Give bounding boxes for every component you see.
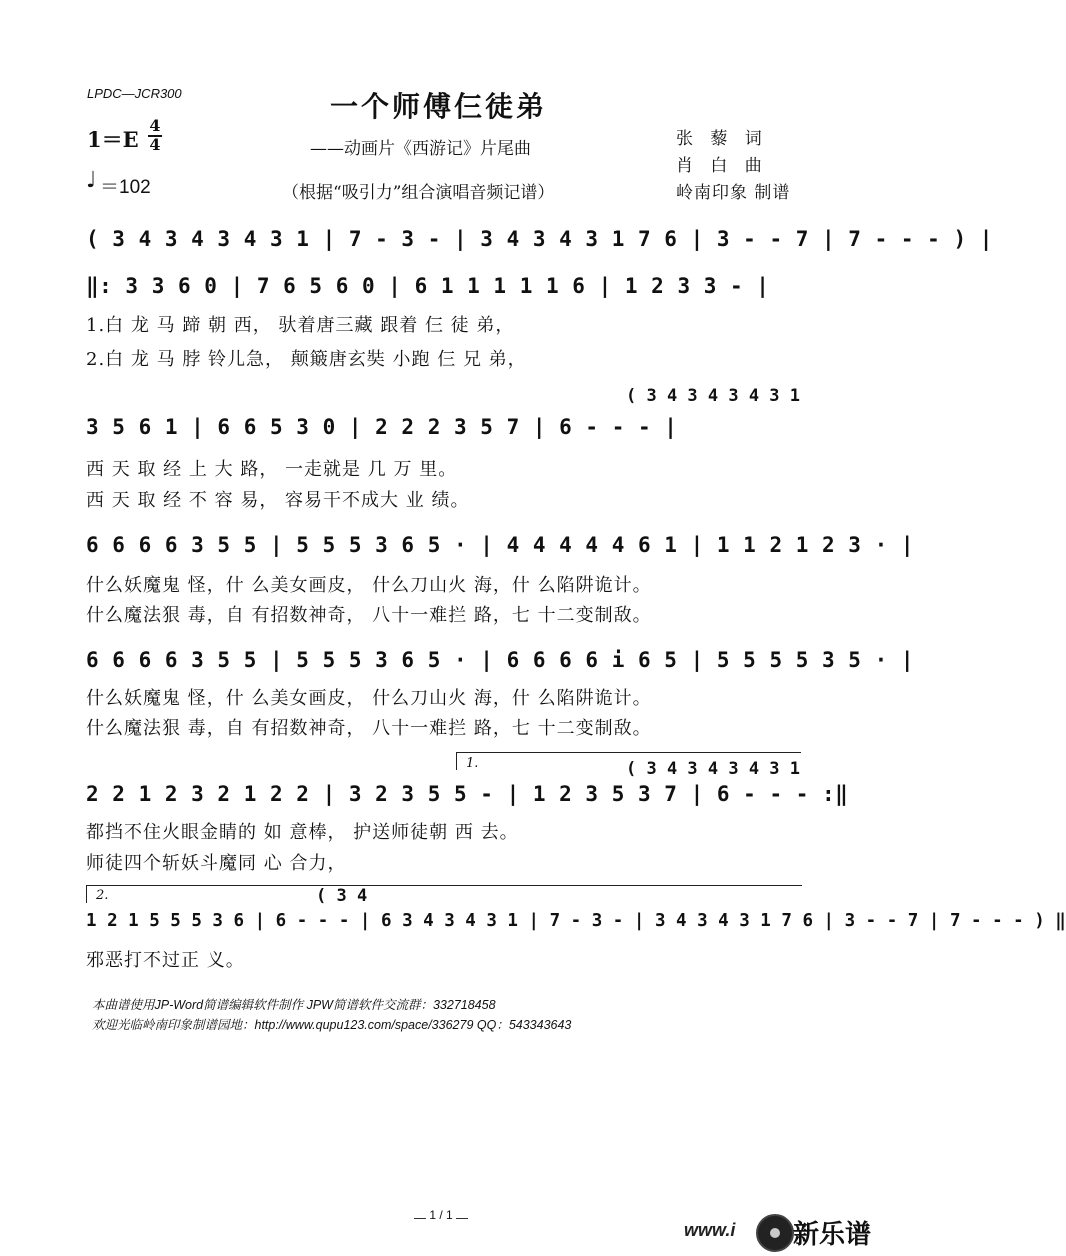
lyric-line-4-verse-2: 什么魔法狠 毒，自 有招数神奇， 八十一难拦 路，七 十二变制敌。 — [86, 718, 652, 739]
lyric-line-5-verse-1: 都挡不住火眼金睛的 如 意棒， 护送师徒朝 西 去。 — [86, 822, 519, 843]
page-number-text: 1 / 1 — [429, 1208, 453, 1222]
watermark-url: www.i — [684, 1220, 736, 1240]
fill-line-5: ( 3 4 3 4 3 4 3 1 — [626, 759, 800, 779]
volta-1-bracket-start — [456, 752, 457, 770]
quarter-note-icon: ♩ — [86, 168, 97, 193]
credit-composer: 肖 白 曲 — [676, 156, 768, 176]
footer-website-note: 欢迎光临岭南印象制谱园地：http://www.qupu123.com/space/336279 QQ：543343643 — [92, 1018, 572, 1032]
lyric-line-2-verse-1: 西 天 取 经 上 大 路， 一走就是 几 万 里。 — [86, 459, 458, 480]
credit-arranger: 岭南印象 制谱 — [676, 183, 791, 203]
watermark-brand: 新乐谱 — [793, 1219, 872, 1249]
notation-line-2: 3 5 6 1 | 6 6 5 3 0 | 2 2 2 3 5 7 | 6 - - - | — [86, 415, 678, 439]
lyric-line-5-verse-2: 师徒四个斩妖斗魔同 心 合力， — [86, 853, 347, 874]
time-signature-top: 4 — [149, 116, 161, 135]
lyric-line-4-verse-1: 什么妖魔鬼 怪，什 么美女画皮， 什么刀山火 海，什 么陷阱诡计。 — [86, 688, 652, 709]
time-signature — [148, 118, 162, 153]
lyric-line-3-verse-1: 什么妖魔鬼 怪，什 么美女画皮， 什么刀山火 海，什 么陷阱诡计。 — [86, 575, 652, 596]
volta-1-label: 1. — [466, 756, 479, 771]
volta-2-bracket-start — [86, 885, 87, 903]
notation-line-6: 1 2 1 5 5 5 3 6 | 6 - - - | 6 3 4 3 4 3 1 | 7 - 3 - | 3 4 3 4 3 1 7 6 | 3 - - 7 | 7 - - - ) ‖ — [86, 911, 1066, 931]
vinyl-record-icon — [756, 1214, 794, 1252]
lyric-line-1-verse-1: 1.白 龙 马 蹄 朝 西， 驮着唐三藏 跟着 仨 徒 弟， — [86, 315, 515, 336]
notation-line-3: 6 6 6 6 3 5 5 | 5 5 5 3 6 5 · | 4 4 4 4 4 6 1 | 1 1 2 1 2 3 · | — [86, 533, 915, 557]
page-number — [414, 1208, 468, 1222]
volta-1-bracket — [456, 752, 801, 753]
lyric-line-6-verse-1: 邪恶打不过正 义。 — [86, 950, 245, 971]
subtitle: ——动画片《西游记》片尾曲 — [310, 139, 531, 159]
time-signature-bottom: 4 — [149, 135, 161, 154]
notation-line-4: 6 6 6 6 3 5 5 | 5 5 5 3 6 5 · | 6 6 6 6 i 6 5 | 5 5 5 5 3 5 · | — [86, 648, 915, 672]
fill-line-6: ( 3 4 — [316, 886, 368, 906]
key-signature: 1＝E — [87, 127, 139, 152]
intro-line: ( 3 4 3 4 3 4 3 1 | 7 - 3 - | 3 4 3 4 3 1 7 6 | 3 - - 7 | 7 - - - ) | — [86, 227, 993, 251]
footer-software-note: 本曲谱使用JP-Word简谱编辑软件制作 JPW简谱软件交流群：332718458 — [92, 998, 496, 1012]
notation-line-5: 2 2 1 2 3 2 1 2 2 | 3 2 3 5 5 - | 1 2 3 5 3 7 | 6 - - - :‖ — [86, 782, 849, 806]
volta-2-label: 2. — [96, 888, 109, 903]
notation-line-1: ‖: 3 3 6 0 | 7 6 5 6 0 | 6 1 1 1 1 1 6 | 1 2 3 3 - | — [86, 274, 770, 298]
credit-lyricist: 张 藜 词 — [676, 129, 768, 149]
fill-line-2: ( 3 4 3 4 3 4 3 1 — [626, 386, 800, 406]
transcription-note: （根据“吸引力”组合演唱音频记谱） — [282, 183, 555, 203]
score-code: LPDC—JCR300 — [87, 86, 182, 101]
lyric-line-1-verse-2: 2.白 龙 马 脖 铃儿急， 颠簸唐玄奘 小跑 仨 兄 弟， — [86, 349, 527, 370]
page-title: 一个师傅仨徒弟 — [330, 90, 548, 123]
lyric-line-3-verse-2: 什么魔法狠 毒，自 有招数神奇， 八十一难拦 路，七 十二变制敌。 — [86, 605, 652, 626]
lyric-line-2-verse-2: 西 天 取 经 不 容 易， 容易干不成大 业 绩。 — [86, 490, 470, 511]
tempo-marking: ＝102 — [100, 177, 151, 198]
volta-2-bracket — [86, 885, 802, 886]
